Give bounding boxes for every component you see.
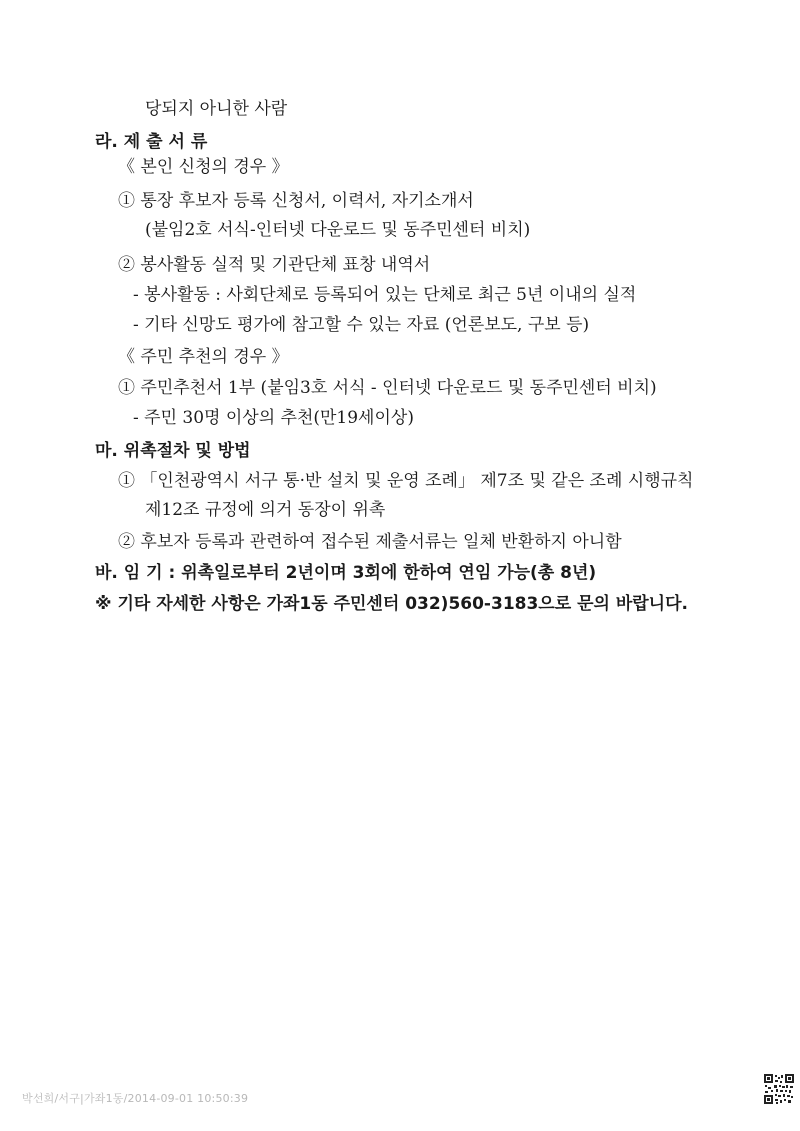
list-item-2-sub-2: - 기타 신망도 평가에 참고할 수 있는 자료 (언론보도, 구보 등)	[133, 315, 590, 335]
list-item-1: ① 통장 후보자 등록 신청서, 이력서, 자기소개서	[118, 191, 474, 211]
subsection-self-application: 《 본인 신청의 경우 》	[118, 157, 289, 177]
section-ma-heading: 마. 위촉절차 및 방법	[95, 441, 251, 461]
list-item-3-sub: - 주민 30명 이상의 추천(만19세이상)	[133, 408, 414, 428]
list-item-3: ① 주민추천서 1부 (붙임3호 서식 - 인터넷 다운로드 및 동주민센터 비치)	[118, 378, 657, 398]
subsection-resident-recommendation: 《 주민 추천의 경우 》	[118, 347, 289, 367]
list-item-4-cont: 제12조 규정에 의거 동장이 위촉	[145, 500, 386, 520]
list-item-2-sub-1: - 봉사활동 : 사회단체로 등록되어 있는 단체로 최근 5년 이내의 실적	[133, 285, 637, 305]
list-item-4: ① 「인천광역시 서구 통·반 설치 및 운영 조례」 제7조 및 같은 조례 시행규칙	[118, 471, 694, 491]
qr-code-icon	[764, 1074, 794, 1104]
section-ra-heading: 라. 제 출 서 류	[95, 132, 208, 152]
continued-item-text: 당되지 아니한 사람	[145, 99, 288, 119]
list-item-5: ② 후보자 등록과 관련하여 접수된 제출서류는 일체 반환하지 아니함	[118, 532, 622, 552]
contact-notice: ※ 기타 자세한 사항은 가좌1동 주민센터 032)560-3183으로 문의 바랍니다.	[95, 594, 688, 614]
list-item-1-note: (붙임2호 서식-인터넷 다운로드 및 동주민센터 비치)	[145, 220, 531, 240]
section-ba-term: 바. 임 기 : 위촉일로부터 2년이며 3회에 한하여 연임 가능(총 8년)	[95, 563, 597, 583]
list-item-2: ② 봉사활동 실적 및 기관단체 표창 내역서	[118, 255, 431, 275]
print-footer-stamp: 박선희/서구|가좌1동/2014-09-01 10:50:39	[22, 1092, 249, 1105]
